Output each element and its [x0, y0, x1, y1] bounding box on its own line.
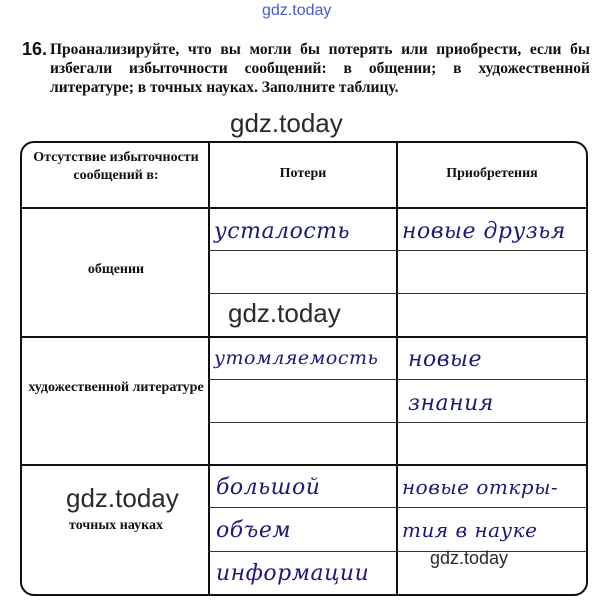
handwritten-loss: большой — [216, 475, 321, 500]
watermark: gdz.today — [262, 2, 332, 19]
handwritten-loss: усталость — [214, 219, 350, 244]
header-gains: Приобретения — [446, 166, 538, 181]
writing-line — [208, 250, 586, 251]
task-number: 16. — [22, 39, 48, 59]
row-label: художественной литературе — [28, 380, 204, 395]
row-label: точных науках — [69, 518, 163, 533]
watermark: gdz.today — [430, 548, 509, 568]
column-divider — [208, 143, 210, 594]
watermark: gdz.today — [230, 108, 343, 138]
handwritten-gain: новые друзья — [402, 219, 566, 244]
answer-table — [20, 141, 588, 596]
row-divider — [22, 207, 586, 209]
watermark: gdz.today — [228, 298, 341, 328]
row-divider — [22, 464, 586, 466]
task-text: Проанализируйте, что вы могли бы потерять или приобрести, если бы избегали избыточности сообщений: в общении; в художественной литературе; в точных науках. Заполните таблицу. — [50, 41, 590, 96]
header-absence: Отсутствие избыточности сообщений в: — [33, 150, 199, 183]
column-divider — [396, 143, 398, 594]
handwritten-loss: утомляемость — [214, 347, 379, 369]
handwritten-gain: новые — [408, 347, 482, 372]
row-label: общении — [87, 262, 145, 277]
handwritten-gain: знания — [408, 391, 494, 416]
writing-line — [208, 379, 586, 380]
handwritten-loss: объем — [216, 518, 292, 543]
writing-line — [208, 507, 586, 508]
writing-line — [208, 293, 586, 294]
header-losses: Потери — [279, 166, 327, 181]
writing-line — [208, 422, 586, 423]
watermark: gdz.today — [66, 483, 179, 513]
handwritten-gain: тия в науке — [402, 518, 538, 542]
writing-line — [208, 551, 586, 552]
handwritten-loss: информации — [216, 561, 370, 586]
handwritten-gain: новые откры- — [402, 475, 559, 499]
row-divider — [22, 336, 586, 338]
task-statement — [22, 40, 590, 97]
